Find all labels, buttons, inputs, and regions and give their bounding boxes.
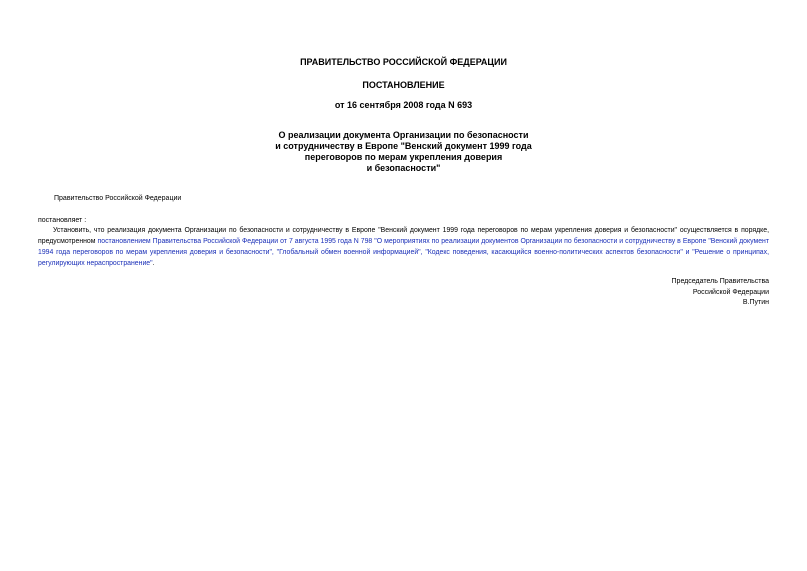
doc-type-header: ПОСТАНОВЛЕНИЕ <box>362 80 445 90</box>
signature-name: В.Путин <box>742 299 769 306</box>
document-title <box>0 130 807 174</box>
signature-org: Российской Федерации <box>692 288 769 296</box>
title-line: и сотрудничеству в Европе "Венский документ 1999 года <box>275 141 532 151</box>
decree-link[interactable]: постановлением Правительства Российской Федерации от 7 августа 1995 года N 798 "О мероприятиях по реализации документов Организации по безопасности и сотрудничеству в Европе "Венский документ 1994 года переговоров по мерам укрепления доверия и безопасности", "Глобальный обмен военной информацией", "Кодекс поведения, касающийся военно-политических аспектов безопасности" и "Решение о принципах, регулирующих нераспространение" <box>38 238 770 267</box>
government-line: Правительство Российской Федерации <box>54 195 182 202</box>
date-number-header: от 16 сентября 2008 года N 693 <box>334 100 473 110</box>
paragraph-end: . <box>152 260 155 267</box>
signature-title: Председатель Правительства <box>671 278 769 285</box>
org-header: ПРАВИТЕЛЬСТВО РОССИЙСКОЙ ФЕДЕРАЦИИ <box>300 57 507 67</box>
paragraph-text: Установить, что реализация документа Организации по безопасности и сотрудничеству в Европе "Венский документ 1999 года переговоров по мерам укрепления доверия и безопасности" осуществляется в порядке, предусмотренном <box>38 227 769 245</box>
title-line: и безопасности" <box>366 163 441 173</box>
decree-paragraph <box>38 225 769 269</box>
signature-block <box>672 277 769 309</box>
decrees-line: постановляет : <box>38 217 87 224</box>
title-line: переговоров по мерам укрепления доверия <box>304 152 503 162</box>
title-line: О реализации документа Организации по безопасности <box>278 130 529 140</box>
